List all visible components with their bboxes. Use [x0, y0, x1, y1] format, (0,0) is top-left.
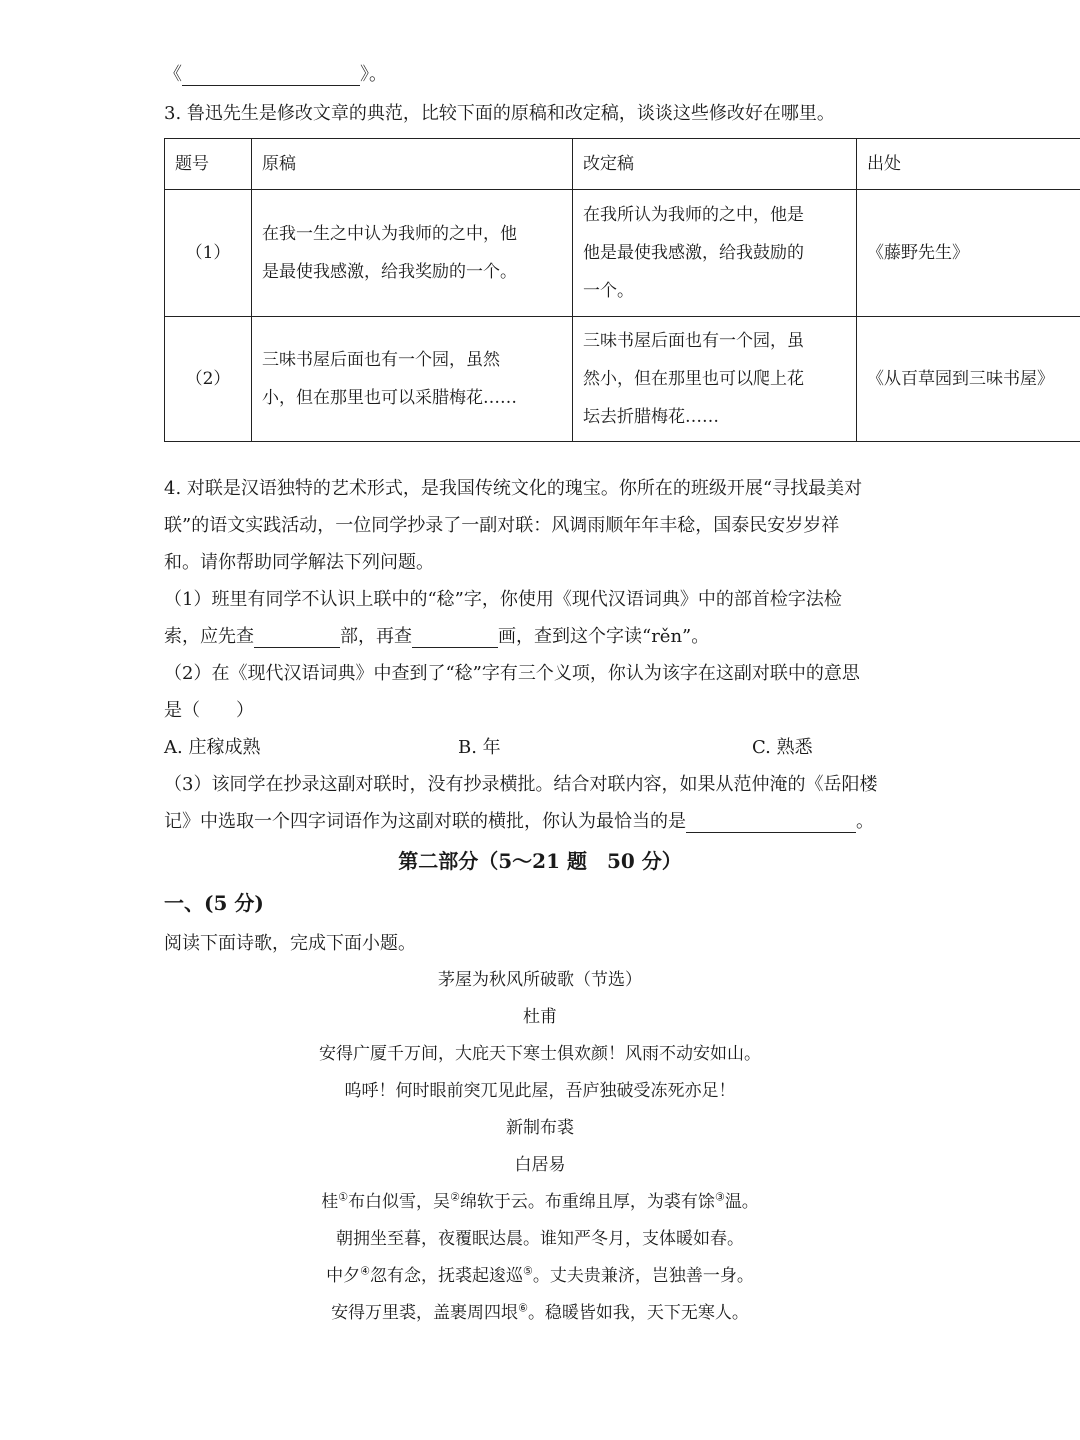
answer-blank[interactable]: [686, 814, 856, 833]
source-text: 《藤野先生》: [857, 190, 1080, 317]
poem-line: 安得广厦千万间，大庇天下寒士俱欢颜！风雨不动安如山。: [319, 1044, 761, 1064]
sub-question-2-line: （2）在《现代汉语词典》中查到了“稔”字有三个义项，你认为该字在这副对联中的意思: [164, 663, 860, 684]
source-text: 《从百草园到三味书屋》: [857, 317, 1080, 442]
header-cell: 出处: [857, 139, 1080, 190]
poem-line: 朝拥坐至暮，夜覆眠达晨。谁知严冬月，支体暖如春。: [336, 1229, 744, 1249]
sub-question-3-line: （3）该同学在抄录这副对联时，没有抄录横批。结合对联内容，如果从范仲淹的《岳阳楼: [164, 774, 878, 795]
section-heading: 一、(5 分): [164, 891, 264, 915]
footnote-marker: ②: [450, 1190, 460, 1204]
row-number: （1）: [165, 190, 252, 317]
answer-blank[interactable]: [182, 67, 360, 86]
sub-question-2-line: 是（ ）: [164, 700, 254, 721]
footnote-marker: ①: [338, 1190, 349, 1204]
part-title: 第二部分（5～21 题 50 分）: [398, 849, 682, 873]
poem-author: 杜甫: [523, 1007, 557, 1027]
revision-table: [164, 138, 1080, 442]
header-cell: 改定稿: [573, 139, 857, 190]
table-row: [165, 317, 1080, 442]
header-cell: 原稿: [252, 139, 573, 190]
header-cell: 题号: [165, 139, 252, 190]
option-c[interactable]: C. 熟悉: [752, 737, 813, 758]
question-4-line: 4. 对联是汉语独特的艺术形式，是我国传统文化的瑰宝。你所在的班级开展“寻找最美对: [164, 478, 863, 499]
table-row: [165, 190, 1080, 317]
question-4-line: 和。请你帮助同学解法下列问题。: [164, 552, 434, 573]
poem-line: 中夕④忽有念，抚裘起逡巡⑤。丈夫贵兼济，岂独善一身。: [326, 1264, 754, 1286]
title-blank-line: 《 》。: [164, 64, 387, 85]
question-4-line: 联”的语文实践活动，一位同学抄录了一副对联：风调雨顺年年丰稔，国泰民安岁岁祥: [164, 515, 840, 536]
sub-question-1-line: 索，应先查 部，再查 画，查到这个字读“rěn”。: [164, 626, 710, 647]
poem-title: 新制布裘: [506, 1118, 574, 1138]
radical-blank[interactable]: [254, 629, 340, 648]
revised-text: 在我所认为我师的之中，他是 他是最使我感激，给我鼓励的 一个。: [573, 190, 857, 317]
sub-question-3-line: 记》中选取一个四字词语作为这副对联的横批，你认为最恰当的是 。: [164, 811, 874, 832]
table-header-row: [165, 139, 1080, 190]
poem-title: 茅屋为秋风所破歌（节选）: [438, 970, 642, 990]
question-4-line: （1）班里有同学不认识上联中的“稔”字，你使用《现代汉语词典》中的部首检字法检: [164, 589, 842, 610]
option-b[interactable]: B. 年: [458, 737, 501, 758]
footnote-marker: ③: [714, 1190, 725, 1204]
footnote-marker: ⑥: [518, 1301, 528, 1315]
revised-text: 三味书屋后面也有一个园，虽 然小，但在那里也可以爬上花 坛去折腊梅花……: [573, 317, 857, 442]
original-text: 在我一生之中认为我师的之中，他 是最使我感激，给我奖励的一个。: [252, 190, 573, 317]
stroke-count-blank[interactable]: [412, 629, 498, 648]
reading-instruction: 阅读下面诗歌，完成下面小题。: [164, 933, 416, 954]
footnote-marker: ④: [360, 1264, 370, 1278]
poem-line: 呜呼！何时眼前突兀见此屋，吾庐独破受冻死亦足！: [344, 1081, 736, 1101]
poem-line: 安得万里裘，盖裹周四垠⑥。稳暖皆如我，天下无寒人。: [331, 1301, 749, 1323]
poem-line: 桂①布白似雪，吴②绵软于云。布重绵且厚，为裘有馀③温。: [321, 1190, 759, 1212]
row-number: （2）: [165, 317, 252, 442]
question-3-text: 3. 鲁迅先生是修改文章的典范，比较下面的原稿和改定稿，谈谈这些修改好在哪里。: [164, 103, 835, 124]
original-text: 三味书屋后面也有一个园，虽然 小，但在那里也可以采腊梅花……: [252, 317, 573, 442]
option-a[interactable]: A. 庄稼成熟: [164, 737, 261, 758]
footnote-marker: ⑤: [523, 1264, 533, 1278]
poem-author: 白居易: [514, 1155, 566, 1175]
